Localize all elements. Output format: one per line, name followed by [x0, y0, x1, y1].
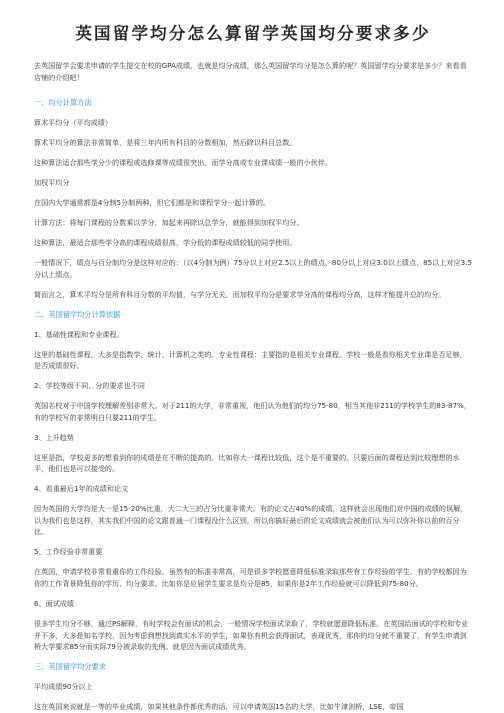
body-paragraph: 4、看重最后1年的成绩和论文 [34, 484, 129, 494]
body-paragraph: 算术平均分（平均成绩） [34, 118, 113, 128]
body-paragraph: 2、学校等级不同，分的要求也不同 [34, 381, 145, 391]
body-paragraph: 3、上升趋势 [34, 432, 74, 442]
body-paragraph: 加权平均分 [34, 178, 70, 188]
body-paragraph: 一般情况下，绩点与百分制均分是这样对应的：（以4分制为例）75分以上对应2.5以上的绩点，80分以上对应3.0以上绩点，85以上对应3.5分以上绩点。 [34, 258, 472, 279]
body-paragraph: 很多学生均分不够，通过PS解释，有时学校会有面试的机会，一般情况学校面试录取了，学校就愿意降低标准。在英国给面试的学校和专业并不多，大多是知名学校，因为考虑到想找到真实水平的学生，如果你有机会获得面试，表现优秀，那你的均分就不重要了，有学生申请剑桥大学要求85分而实际79分被录取的先例。就是因为面试成绩优秀。 [34, 619, 469, 652]
section-heading: 一、均分计算方法 [34, 98, 92, 108]
body-paragraph: 这里的基础性课程，大多是指数学、统计、计算机之类的。专业性课程：主要指的是相关专业课程。学校一般是看你相关专业课是否足够，是否成绩很好。 [34, 349, 467, 371]
body-paragraph: 这里是指，学校更多的想看到你的成绩是在不断的提高的。比如你大一课程比较低，这个是不重要的。只要后面的课程达到比较理想的水平，他们也是可以接受的。 [34, 452, 460, 474]
body-paragraph: 算术平均分的算法非常简单，是将三年内所有科目的分数相加，然后除以科目总数。 [34, 138, 297, 148]
article-body [34, 60, 472, 713]
body-paragraph: 计算方法：将每门课程的分数乘以学分，加起来再除以总学分，就能得到加权平均分。 [34, 218, 304, 228]
section-heading: 二、英国留学均分计算依据 [34, 309, 121, 319]
body-paragraph: 6、面试成绩 [34, 599, 74, 609]
section-heading: 三、英国留学均分要求 [34, 662, 106, 672]
body-paragraph: 在英国，申请学校非常看重你的工作经验。虽然有的标准非常高，可是很多学校愿意降低标准录取那些有工作经验的学生。有的学校都因为你的工作背景降低你的学历、均分要求。比如你是应届学生要求是均分是85，如果你是2年工作经验就可以降低到75-80分。 [34, 567, 467, 589]
body-paragraph: 因为英国的大学均是大一是15-20%比重，大二大三的占分比重非常大。有的论文占40%的成绩，这样就会出现他们对中国的成绩的误解，以为我们也是这样，其实我们中国的论文跟普通一门课程没什么区别，所以你搞好最后的论文成绩就会被他们认为可以弥补你以前的百分比。 [34, 504, 468, 537]
body-paragraph: 英国名校对于中国学校理解差别非常大。对于211的大学，非常重视，他们认为他们的均分75-80，相当其他非211的学校学生的83-87%，有的学校写的非常明白只要211的学生。 [34, 401, 471, 422]
body-paragraph: 1、基础性课程和专业课程。 [34, 329, 124, 339]
body-paragraph: 5、工作经验非常重要 [34, 547, 103, 557]
body-paragraph: 平均成绩90分以上 [34, 682, 93, 692]
body-paragraph: 在国内大学通常都是4分制5分制两种，但它们都是和课程学分一起计算的。 [34, 198, 271, 208]
page-title: 英国留学均分怎么算留学英国均分要求多少 [75, 24, 431, 43]
body-paragraph: 这种算法，最适合那些学分高的课程成绩很高，学分低的课程成绩较低的同学使用。 [34, 238, 297, 248]
intro-paragraph: 去英国留学会要求申请的学生提交在校的GPA成绩，也就是均分成绩，那么英国留学均分是怎么算的呢？英国留学均分要求是多少？来看看店铺的介绍吧！ [34, 61, 467, 82]
body-paragraph: 这在英国来说就是一等的毕业成绩，如果其他条件都优秀的话，可以申请英国15名的大学，比如牛津剑桥，LSE，帝国 [34, 702, 404, 712]
body-paragraph: 简而言之，算术平均分是所有科目分数的平均值，与学分无关。而加权平均分是要求学分高的课程均分高，这样才能提升总的均分。 [34, 289, 446, 299]
body-paragraph: 这种算法适合那些学分少的课程或选修课等成绩很突出，而学分高或专业课成绩一般的小伙伴。 [34, 158, 332, 168]
